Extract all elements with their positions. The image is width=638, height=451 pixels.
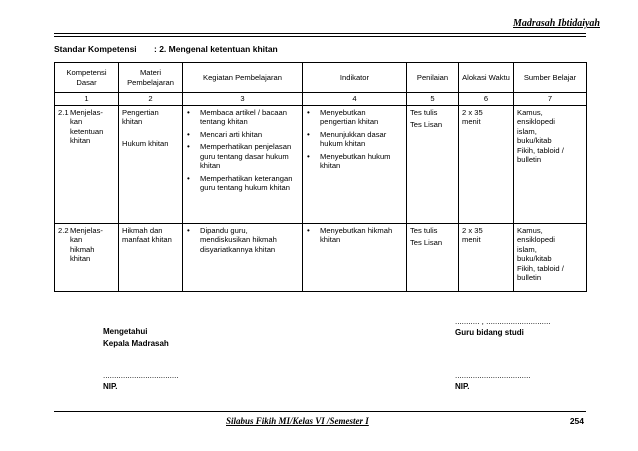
kegiatan-item: • Memperhatikan keterangan guru tentang hukum khitan: [186, 174, 299, 193]
materi-text: Hikmah dan: [122, 226, 163, 235]
left-title-1: Mengetahui: [103, 327, 148, 336]
standard-competency: [54, 44, 278, 54]
sumber-cell: [514, 106, 587, 224]
indikator-cell: [303, 106, 407, 224]
kd-cell: [55, 106, 119, 224]
materi-cell: [119, 106, 183, 224]
col-number: 6: [459, 93, 514, 106]
right-title: Guru bidang studi: [455, 328, 524, 337]
left-nip: NIP.: [103, 382, 118, 391]
kegiatan-item: • Memperhatikan penjelasan guru tentang dasar hukum khitan: [186, 142, 299, 170]
sumber-text: ensiklopedi: [517, 117, 555, 127]
sumber-text: bulletin: [517, 273, 542, 283]
col-number: 4: [303, 93, 407, 106]
materi-text: Hukum khitan: [122, 138, 169, 148]
alokasi-text: menit: [462, 235, 481, 245]
table-number-row: [55, 93, 587, 106]
kd-text: ketentuan: [70, 126, 104, 136]
penilaian-text: Tes tulis: [410, 108, 438, 117]
left-signature-line: ..................................: [103, 371, 179, 380]
signature-left-titles: [103, 326, 169, 349]
sumber-text: Fikih, tabloid /: [517, 263, 564, 273]
indikator-item: • Menyebutkan hikmah khitan: [306, 226, 403, 245]
sumber-text: ensiklopedi: [517, 235, 555, 245]
kd-text: Menjelas-: [70, 226, 103, 235]
header-indikator: Indikator: [303, 63, 407, 93]
kegiatan-cell: [183, 106, 303, 224]
left-title-2: Kepala Madrasah: [103, 338, 169, 348]
penilaian-text: Tes tulis: [410, 226, 438, 235]
kd-text: Menjelas-: [70, 108, 103, 117]
col-number: 5: [407, 93, 459, 106]
indikator-item: • Menunjukkan dasar hukum khitan: [306, 130, 403, 149]
alokasi-text: menit: [462, 117, 481, 127]
penilaian-text: Tes Lisan: [410, 120, 443, 130]
alokasi-cell: [459, 224, 514, 292]
standard-label: Standar Kompetensi: [54, 44, 137, 54]
kd-cell: [55, 224, 119, 292]
kegiatan-cell: [183, 224, 303, 292]
standard-value: : 2. Mengenal ketentuan khitan: [154, 44, 278, 54]
col-number: 2: [119, 93, 183, 106]
header-kegiatan: Kegiatan Pembelajaran: [183, 63, 303, 93]
kd-text: hikmah: [70, 244, 95, 254]
kd-number: 2.2: [58, 226, 69, 235]
header-divider: [54, 33, 586, 37]
page-number: 254: [569, 416, 584, 426]
header-sumber: Sumber Belajar: [514, 63, 587, 93]
header-penilaian: Penilaian: [407, 63, 459, 93]
header-title: Madrasah Ibtidaiyah: [513, 18, 600, 29]
kegiatan-item: • Dipandu guru, mendiskusikan hikmah disyariatkannya khitan: [186, 226, 299, 254]
table-row: [55, 224, 587, 292]
sumber-text: Kamus,: [517, 108, 543, 117]
footer-divider: [54, 411, 586, 412]
col-number: 7: [514, 93, 587, 106]
sumber-text: buku/kitab: [517, 136, 552, 146]
kd-text: kan: [70, 235, 83, 245]
alokasi-text: 2 x 35: [462, 108, 483, 117]
sumber-text: islam,: [517, 126, 537, 136]
materi-text: manfaat khitan: [122, 235, 172, 245]
sumber-text: bulletin: [517, 155, 542, 165]
indikator-item: • Menyebutkan hukum khitan: [306, 152, 403, 171]
alokasi-cell: [459, 106, 514, 224]
kd-text: khitan: [70, 254, 91, 264]
kd-text: kan: [70, 117, 83, 127]
sumber-text: Fikih, tabloid /: [517, 145, 564, 155]
header-alokasi: Alokasi Waktu: [459, 63, 514, 93]
indikator-cell: [303, 224, 407, 292]
materi-text: Pengertian: [122, 108, 159, 117]
syllabus-table: [54, 62, 587, 292]
kd-number: 2.1: [58, 108, 69, 117]
materi-cell: [119, 224, 183, 292]
col-number: 3: [183, 93, 303, 106]
sumber-text: Kamus,: [517, 226, 543, 235]
sumber-text: buku/kitab: [517, 254, 552, 264]
table-header-row: [55, 63, 587, 93]
materi-text: khitan: [122, 117, 143, 127]
penilaian-cell: [407, 106, 459, 224]
kegiatan-item: • Mencari arti khitan: [186, 130, 299, 139]
indikator-item: • Menyebutkan pengertian khitan: [306, 108, 403, 127]
col-number: 1: [55, 93, 119, 106]
right-date-line: ........... , .............................: [455, 317, 551, 326]
header-kompetensi: Kompetensi Dasar: [55, 63, 119, 93]
sumber-cell: [514, 224, 587, 292]
kegiatan-item: • Membaca artikel / bacaan tentang khitan: [186, 108, 299, 127]
penilaian-cell: [407, 224, 459, 292]
right-signature-line: ..................................: [455, 371, 531, 380]
penilaian-text: Tes Lisan: [410, 238, 443, 248]
kd-text: khitan: [70, 136, 91, 146]
right-nip: NIP.: [455, 382, 470, 391]
header-materi: Materi Pembelajaran: [119, 63, 183, 93]
table-row: [55, 106, 587, 224]
footer-title: Silabus Fikih MI/Kelas VI /Semester I: [226, 416, 369, 426]
alokasi-text: 2 x 35: [462, 226, 483, 235]
sumber-text: islam,: [517, 244, 537, 254]
